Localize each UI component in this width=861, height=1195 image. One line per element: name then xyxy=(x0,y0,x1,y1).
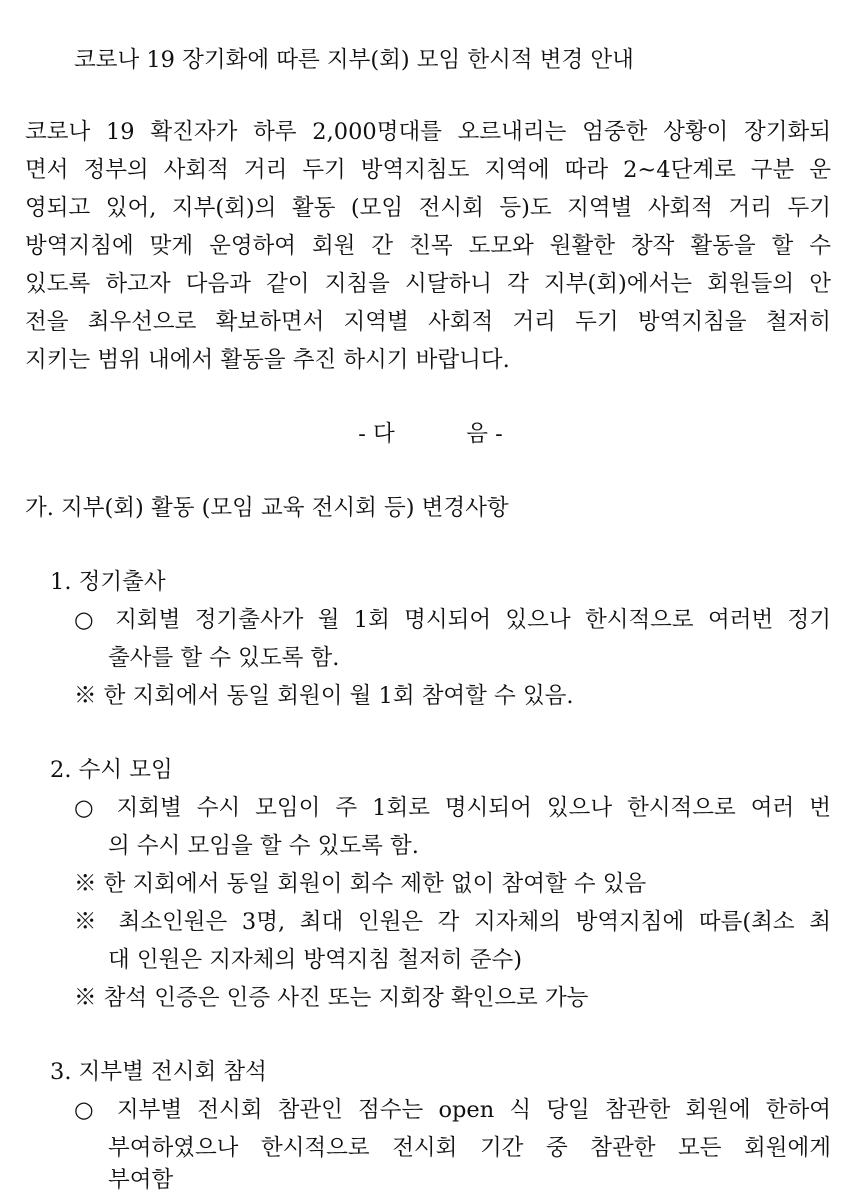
intro-line: 면서 정부의 사회적 거리 두기 방역지침도 지역에 따라 2~4단계로 구분 운 xyxy=(25,157,831,183)
note-line: 대 인원은 지자체의 방역지침 철저히 준수) xyxy=(108,947,523,973)
bullet-line: ○ 지부별 전시회 참관인 점수는 open 식 당일 참관한 회원에 한하여 xyxy=(74,1097,831,1123)
note-line: ※ 한 지회에서 동일 회원이 월 1회 참여할 수 있음. xyxy=(74,683,574,709)
bullet-line: 의 수시 모임을 할 수 있도록 함. xyxy=(108,833,419,859)
document-title: 코로나 19 장기화에 따른 지부(회) 모임 한시적 변경 안내 xyxy=(74,47,634,73)
intro-line: 지키는 범위 내에서 활동을 추진 하시기 바랍니다. xyxy=(25,347,510,373)
section-heading: 가. 지부(회) 활동 (모임 교육 전시회 등) 변경사항 xyxy=(25,495,509,521)
note-line: ※ 최소인원은 3명, 최대 인원은 각 지자체의 방역지침에 따름(최소 최 xyxy=(74,909,831,935)
intro-line: 있도록 하고자 다음과 같이 지침을 시달하니 각 지부(회)에서는 회원들의 안 xyxy=(25,271,831,297)
intro-line: 방역지침에 맞게 운영하여 회원 간 친목 도모와 원활한 창작 활동을 할 수 xyxy=(25,233,831,259)
bullet-line: ○ 지회별 수시 모임이 주 1회로 명시되어 있으나 한시적으로 여러 번 xyxy=(74,795,831,821)
intro-line: 전을 최우선으로 확보하면서 지역별 사회적 거리 두기 방역지침을 철저히 xyxy=(25,309,831,335)
note-line: ※ 한 지회에서 동일 회원이 회수 제한 없이 참여할 수 있음 xyxy=(74,871,647,897)
divider-heading: - 다 음 - xyxy=(358,421,503,447)
intro-line: 코로나 19 확진자가 하루 2,000명대를 오르내리는 엄중한 상황이 장기화되 xyxy=(25,119,831,145)
note-line: ※ 참석 인증은 인증 사진 또는 지회장 확인으로 가능 xyxy=(74,985,589,1011)
item-heading: 3. 지부별 전시회 참석 xyxy=(50,1059,267,1085)
bullet-line: 부여함 xyxy=(108,1167,174,1193)
item-heading: 2. 수시 모임 xyxy=(50,757,173,783)
intro-line: 영되고 있어, 지부(회)의 활동 (모임 전시회 등)도 지역별 사회적 거리 두기 xyxy=(25,195,831,221)
bullet-line: 출사를 할 수 있도록 함. xyxy=(108,645,340,671)
item-heading: 1. 정기출사 xyxy=(50,569,166,595)
bullet-line: ○ 지회별 정기출사가 월 1회 명시되어 있으나 한시적으로 여러번 정기 xyxy=(74,607,831,633)
bullet-line: 부여하였으나 한시적으로 전시회 기간 중 참관한 모든 회원에게 xyxy=(108,1135,831,1161)
